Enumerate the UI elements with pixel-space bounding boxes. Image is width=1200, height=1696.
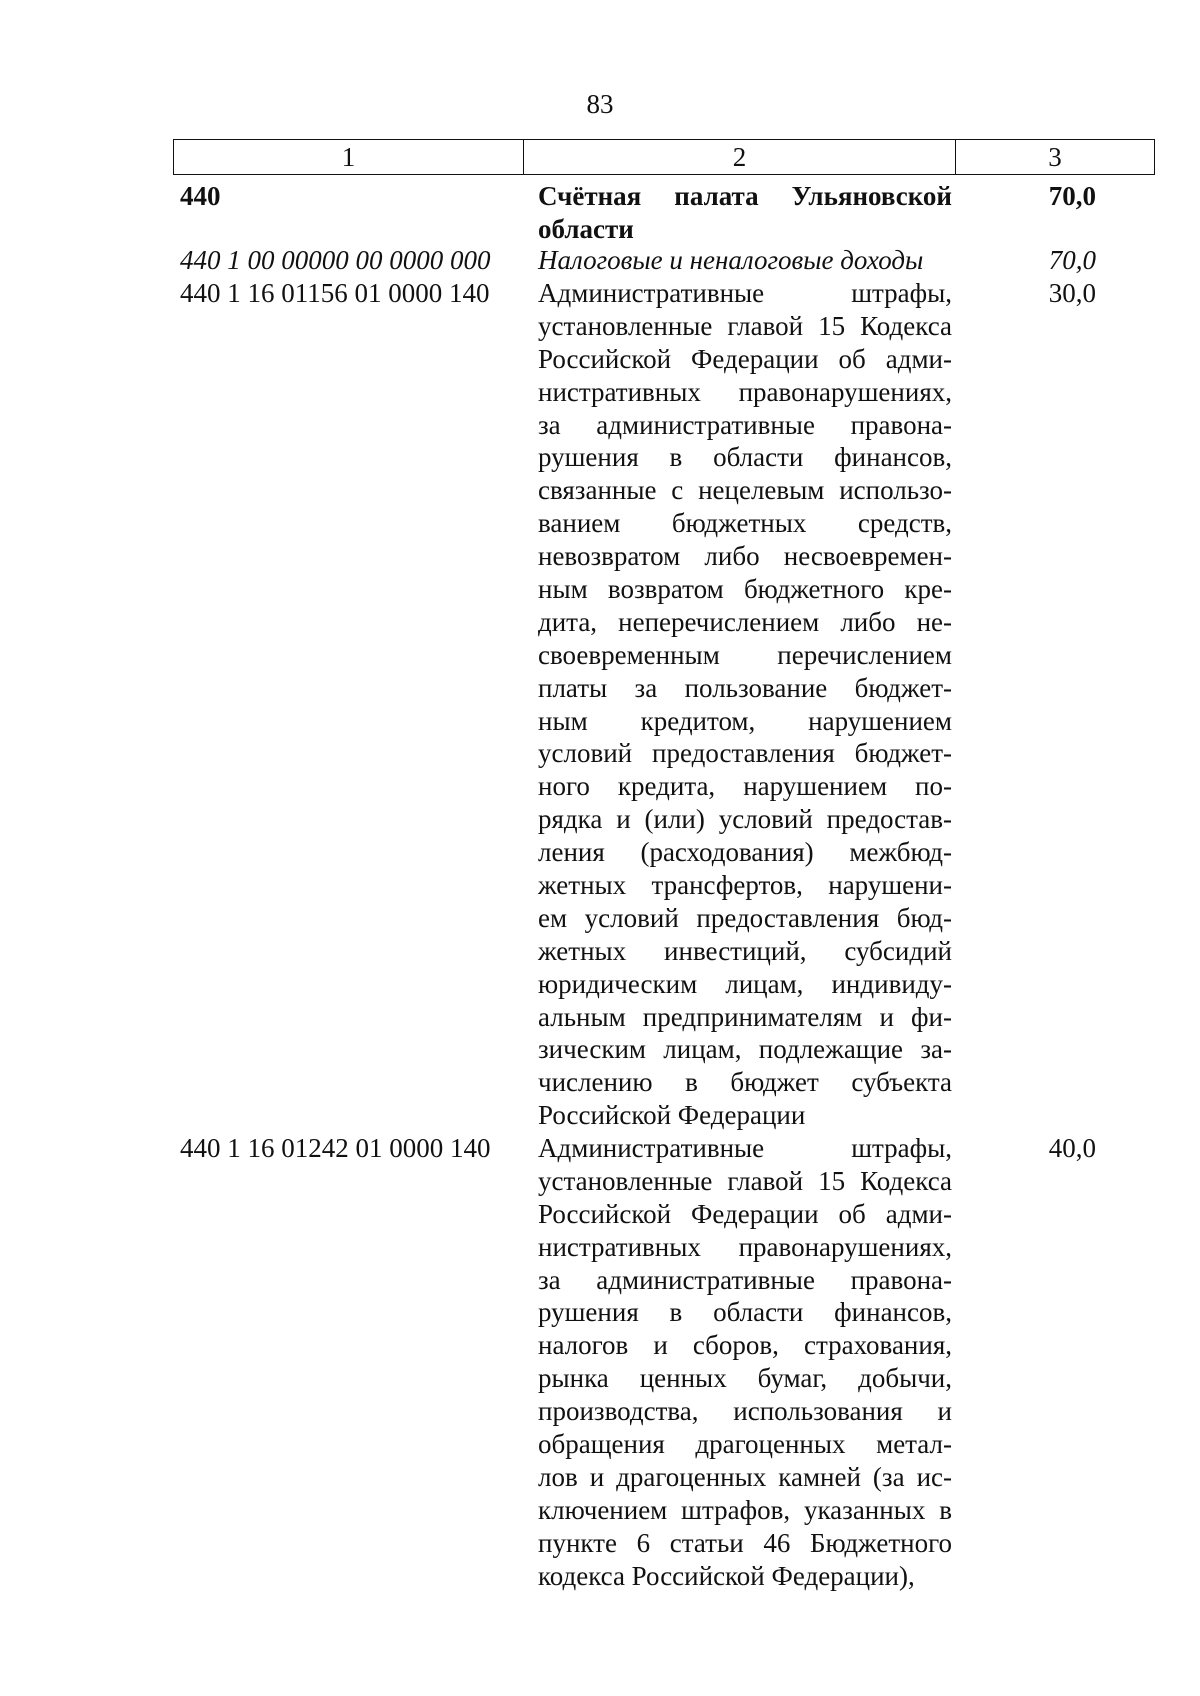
desc-line: ным кредитом, нарушением [538,705,952,736]
desc-line: платы за пользование бюджет- [538,672,952,703]
desc-line: ем условий предоставления бюд- [538,902,952,933]
desc-line: за административные правона- [538,1264,952,1295]
desc-line: обращения драгоценных метал- [538,1429,952,1460]
row-description [538,180,952,246]
desc-line: невозвратом либо несвоевремен- [538,541,952,572]
desc-line: дита, неперечислением либо не- [538,606,952,637]
desc-line: жетных инвестиций, субсидий [538,935,952,966]
desc-line: лов и драгоценных камней (за ис- [538,1461,952,1492]
row-amount: 70,0 [1048,181,1096,211]
desc-line: установленные главой 15 Кодекса [538,310,952,341]
page-number: 83 [586,89,614,119]
desc-line: Российской Федерации об адми- [538,1198,952,1229]
row-description: Налоговые и неналоговые доходы [538,245,924,275]
desc-line: жетных трансфертов, нарушени- [538,870,952,901]
row-description [538,277,952,1132]
table-header-col-1: 1 [174,140,524,174]
table-header-col-3: 3 [1048,141,1062,172]
desc-line: установленные главой 15 Кодекса [538,1165,952,1196]
desc-line: кодекса Российской Федерации), [538,1560,915,1591]
desc-line: ления (расходования) межбюд- [538,837,952,868]
row-code: 440 [180,181,221,211]
desc-line: за административные правона- [538,409,952,440]
table-header-row [173,139,1155,175]
desc-line: связанные с нецелевым использо- [538,475,952,506]
desc-line: пункте 6 статьи 46 Бюджетного [538,1527,952,1558]
desc-line: альным предпринимателям и фи- [538,1001,952,1032]
desc-line: числению в бюджет субъекта [538,1067,952,1098]
row-code: 440 1 16 01242 01 0000 140 [180,1133,491,1163]
row-amount: 40,0 [1048,1133,1096,1163]
desc-line: юридическим лицам, индивиду- [538,968,952,999]
desc-line: Российской Федерации [538,1100,806,1131]
row-amount: 30,0 [1048,278,1096,308]
desc-line: рынка ценных бумаг, добычи, [538,1363,952,1394]
row-code: 440 1 00 00000 00 0000 000 [180,245,491,275]
desc-line: налогов и сборов, страхования, [538,1330,952,1361]
desc-line: зическим лицам, подлежащие за- [538,1034,952,1065]
desc-line: рядка и (или) условий предостав- [538,804,952,835]
desc-line: ключением штрафов, указанных в [538,1494,952,1525]
desc-line: ного кредита, нарушением по- [538,771,952,802]
table-header-col-2: 2 [524,140,956,174]
desc-line: Административные штрафы, [538,1133,952,1163]
desc-line: Российской Федерации об адми- [538,343,952,374]
desc-line: нистративных правонарушениях, [538,376,952,407]
row-description [538,1132,952,1592]
desc-line: области [538,213,634,244]
row-amount: 70,0 [1048,245,1096,275]
desc-line: рушения в области финансов, [538,1297,952,1328]
desc-line: Административные штрафы, [538,278,952,308]
row-code: 440 1 16 01156 01 0000 140 [180,278,490,308]
desc-line: ванием бюджетных средств, [538,508,952,539]
desc-line: ным возвратом бюджетного кре- [538,574,952,605]
desc-line: условий предоставления бюджет- [538,738,952,769]
desc-line: производства, использования и [538,1396,952,1427]
desc-line: Счётная палата Ульяновской [538,181,952,211]
desc-line: рушения в области финансов, [538,442,952,473]
desc-line: своевременным перечислением [538,639,952,670]
desc-line: нистративных правонарушениях, [538,1231,952,1262]
